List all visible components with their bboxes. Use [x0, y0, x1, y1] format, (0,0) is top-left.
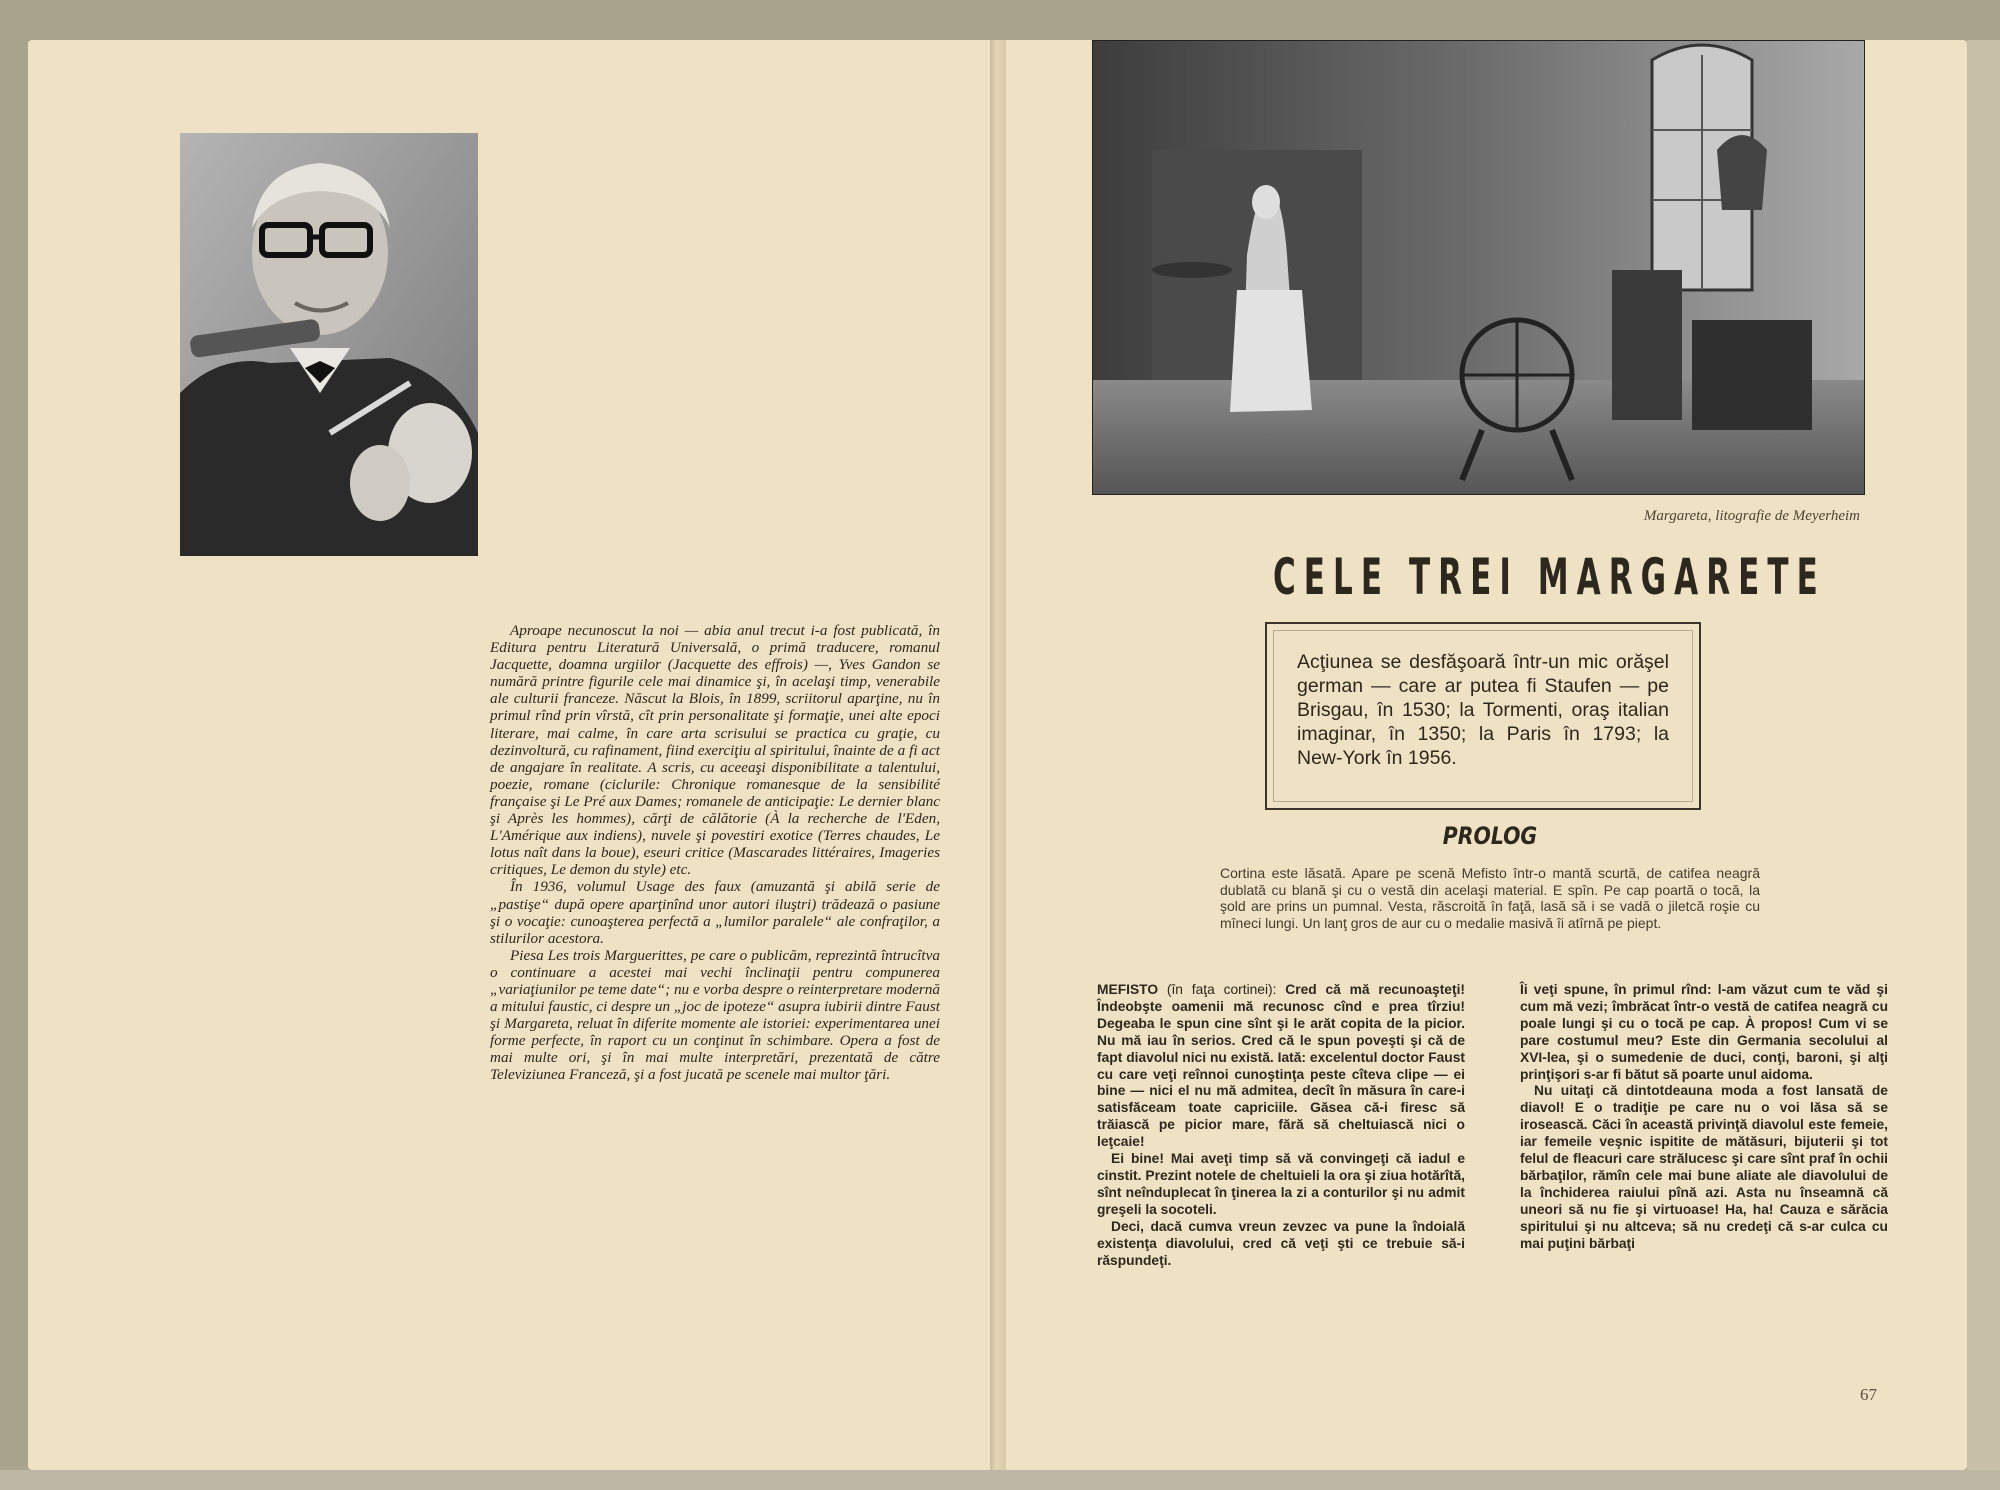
page-edge	[1967, 40, 2000, 1470]
dialogue-text: Cred că mă recunoaşteţi! Îndeobşte oamenii mă recunosc cînd e prea tîrziu! Degeaba le spun cine sînt şi le arăt copita de la picior. Nu mă iau în serios. Cred că le spun poveşti şi că de fapt diavolul nici nu există. Iată: excelentul doctor Faust cu care veţi reînnoi cunoştinţa peste cîteva clipe — ei bine — nici el nu mă admitea, decît în măsura în care-i satisfăceam toate capriciile. Găsea că-i firesc să trăiască pe picior mare, fără să cheltuiască nici o leţcaie!	[1097, 982, 1466, 1150]
book-gutter	[990, 40, 1006, 1470]
stage-direction: Cortina este lăsată. Apare pe scenă Mefisto într-o mantă scurtă, de catifea neagră dublată cu blană şi cu o vestă din acelaşi material. E spîn. Pe cap poartă o tocă, la şold are prins un pumnal. Vesta, răscroită în faţă, lasă să i se vadă o jiletcă roşie cu mîneci lungi. Un lanţ gros de aur cu o medalie masivă îi atîrnă pe piept.	[1220, 865, 1760, 931]
setting-text: Acţiunea se desfăşoară într-un mic orăşel german — care ar putea fi Staufen — pe Brisgau, în 1530; la Tormenti, oraş italian imaginar, în 1350; la Paris în 1793; la New-York în 1956.	[1297, 651, 1669, 769]
text-column-right	[1520, 982, 1888, 1253]
intro-paragraph: Piesa Les trois Marguerittes, pe care o publicăm, reprezintă întrucîtva o continuare a acestei mai vechi înclinaţii pentru compunerea „variaţiunilor pe teme date“; nu e vorba despre o reinterpretare modernă a mitului faustic, ci despre un „joc de ipoteze“ asupra iubirii dintre Faust şi Margareta, reluat în diferite momente ale istoriei: experimentarea unei forme perfecte, în raport cu un conţinut în schimbare. Opera a fost de mai multe ori, şi în mai multe interpretări, prezentată de către Televiziunea Franceză, şi a fost jucată pe scenele mai multor ţări.	[490, 946, 940, 1084]
speaker-name: MEFISTO	[1097, 982, 1159, 997]
intro-paragraph: În 1936, volumul Usage des faux (amuzantă şi abilă serie de „pastişe“ după opere aparţinînd unor autori iluştri) trădează o pasiune şi o vocaţie: cunoaşterea perfectă a „lumilor paralele“ ale confraţilor, a stilurilor acestora.	[490, 878, 940, 947]
portrait-drawing	[180, 133, 478, 556]
intro-paragraph: Aproape necunoscut la noi — abia anul trecut i-a fost publicată, în Editura pentru Literatură Universală, o primă traducere, romanul Jacquette, doamna urgiilor (Jacquette des effrois) —, Yves Gandon se numără printre figurile cele mai dinamice şi, în acelaşi timp, venerabile ale culturii franceze. Născut la Blois, în 1899, scriitorul aparţine, nu în primul rînd prin vîrstă, cît prin personalitate şi formaţie, unei alte epoci literare, mai calme, în care arta scrisului se practica cu graţie, cu dezinvoltură, cu rafinament, fiind exerciţiu al spiritului, înainte de a fi act de angajare în realitate. A scris, cu aceeaşi disponibilitate a talentului, poezie, romane (ciclurile: Chronique romanesque de la sensibilité française şi Le Pré aux Dames; romanele de anticipaţie: Le dernier blanc şi Après les hommes), cărţi de călătorie (À la recherche de l'Eden, L'Amérique aux indiens), nuvele şi povestiri exotice (Terres chaudes, Le lotus naît dans la boue), eseuri critice (Mascarades littéraires, Imageries critiques, Le demon du style) etc.	[490, 622, 940, 879]
setting-box	[1265, 622, 1701, 810]
margareta-illustration	[1092, 40, 1865, 495]
play-title: CELE TREI MARGARETE	[1273, 548, 1826, 606]
author-portrait	[180, 133, 478, 556]
column-paragraph	[1097, 982, 1465, 1151]
cover-edge	[0, 1470, 2000, 1490]
speaker-direction: (în faţa cortinei):	[1166, 982, 1277, 997]
column-paragraph: Îi veţi spune, în primul rînd: l-am văzut cum te văd şi cum mă vezi; îmbrăcat într-o vestă de catifea neagră cu poale lungi şi cu o tocă pe cap. À propos! Cum vi se pare costumul meu? Este din Germania secolului al XVI-lea, şi o sumedenie de duci, conţi, baroni, şi alţi prinţişori s-ar fi bătut să poarte unul aidoma.	[1520, 982, 1888, 1082]
text-column-left	[1097, 982, 1465, 1269]
column-paragraph: Ei bine! Mai aveţi timp să vă convingeţi că iadul e cinstit. Prezint notele de cheltuieli la ora şi ziua hotărîtă, sînt neînduplecat în ţinerea la zi a conturilor şi nu admit greşeli la socoteli.	[1097, 1151, 1465, 1217]
column-paragraph: Nu uitaţi că dintotdeauna moda a fost lansată de diavol! E o tradiţie pe care nu o voi lăsa să se irosească. Căci în această privinţă diavolul este femeie, iar femeile veşnic ispitite de mătăsuri, bijuterii şi tot felul de fleacuri care strălucesc şi care sînt praf în ochii bărbaţilor, rămîn cele mai bune aliate ale diavolului de la închiderea raiului pînă azi. Asta nu înseamnă că uneori să nu fie şi virtuoase! Ha, ha! Cauza e sărăcia spiritului şi nu altceva; să nu credeţi că s-ar culca cu mai puţini bărbaţi	[1520, 1083, 1888, 1251]
prolog-heading: PROLOG	[1442, 822, 1538, 850]
author-introduction	[490, 622, 940, 1084]
illustration-caption: Margareta, litografie de Meyerheim	[1643, 508, 1860, 524]
column-paragraph: Deci, dacă cumva vreun zevzec va pune la îndoială existenţa diavolului, cred că veţi şti ce trebuie să-i răspundeţi.	[1097, 1218, 1465, 1268]
lithograph-drawing	[1092, 40, 1865, 495]
page-number: 67	[1860, 1385, 1877, 1404]
